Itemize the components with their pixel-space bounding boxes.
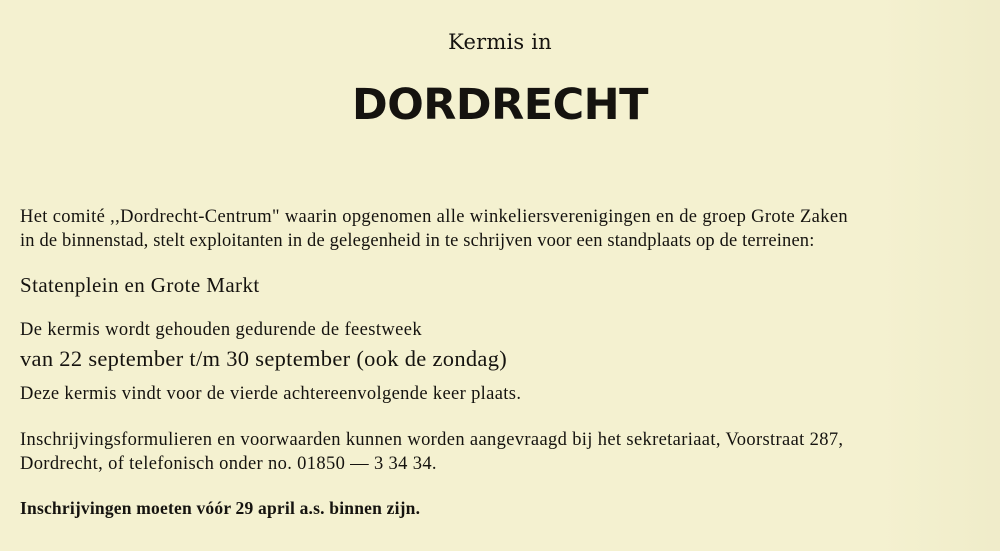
intro-line-2: in de binnenstad, stelt exploitanten in de gelegenheid in te schrijven voor een standplaats op de terreinen:	[20, 231, 815, 251]
locations-line: Statenplein en Grote Markt	[20, 273, 260, 297]
held-during-line: De kermis wordt gehouden gedurende de feestweek	[20, 320, 423, 340]
forms-line-2: Dordrecht, of telefonisch onder no. 01850 — 3 34 34.	[20, 454, 437, 474]
city-title: DORDRECHT	[352, 80, 648, 130]
intro-line-1: Het comité ,,Dordrecht-Centrum" waarin opgenomen alle winkeliersverenigingen en de groep Grote Zaken	[20, 207, 848, 227]
forms-line-1: Inschrijvingsformulieren en voorwaarden kunnen worden aangevraagd bij het sekretariaat, Voorstraat 287,	[20, 430, 844, 450]
fourth-time-line: Deze kermis vindt voor de vierde achtereenvolgende keer plaats.	[20, 384, 522, 404]
dates-line: van 22 september t/m 30 september (ook de zondag)	[20, 346, 508, 371]
deadline-line: Inschrijvingen moeten vóór 29 april a.s. binnen zijn.	[20, 498, 421, 518]
kicker-heading: Kermis in	[448, 30, 552, 54]
